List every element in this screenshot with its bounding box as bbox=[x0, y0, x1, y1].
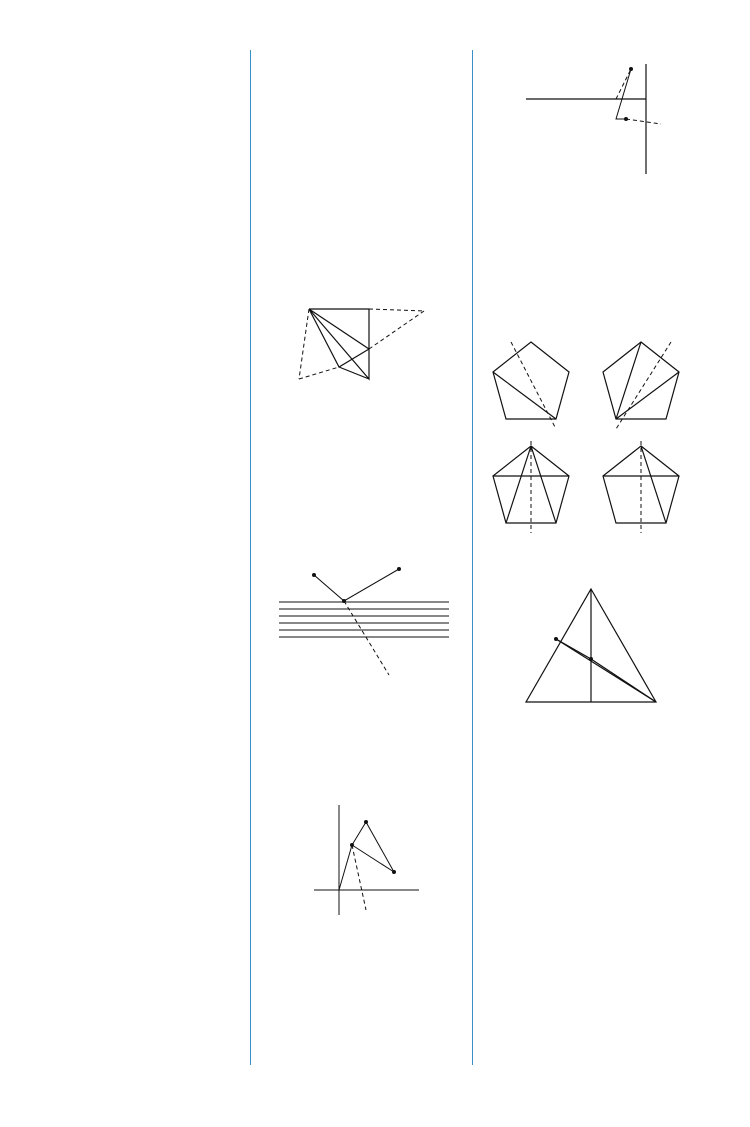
figure-pentagons-bottom bbox=[481, 441, 701, 536]
figure-triangle-amn bbox=[289, 299, 439, 389]
figure-angle-path bbox=[516, 59, 666, 179]
column-3 bbox=[478, 55, 703, 718]
figure-pentagons-top bbox=[481, 337, 701, 437]
figure-isosceles-triangle bbox=[516, 584, 666, 714]
figure-coordinate-plane bbox=[304, 800, 424, 920]
figure-river-route bbox=[269, 557, 459, 682]
column-divider-left bbox=[250, 50, 251, 1065]
watermark-logo bbox=[592, 1080, 742, 1120]
column-2 bbox=[258, 55, 470, 924]
column-divider-right bbox=[472, 50, 473, 1065]
